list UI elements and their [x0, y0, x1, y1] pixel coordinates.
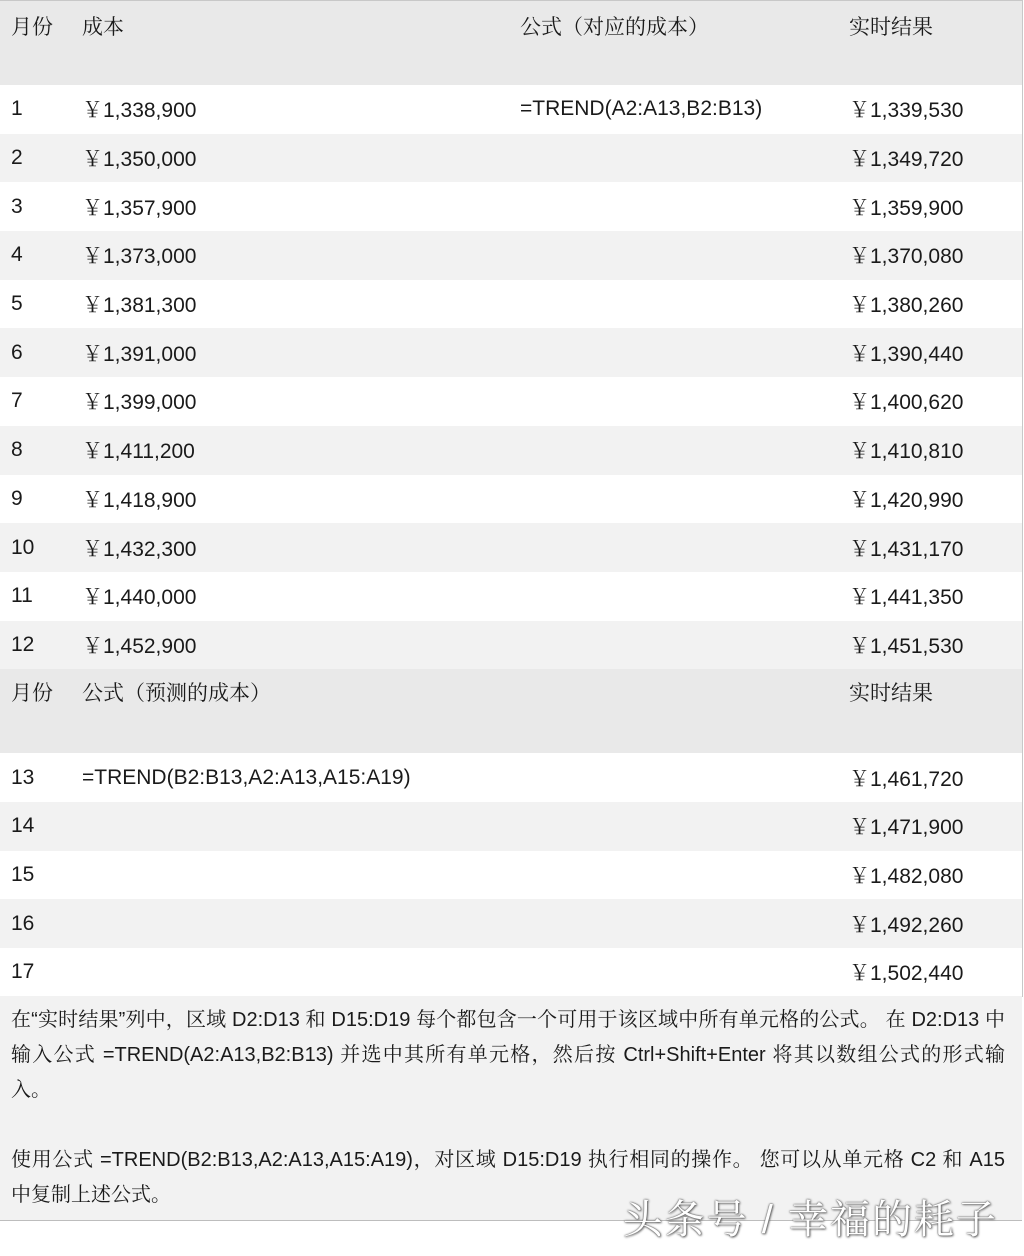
cell-formula — [71, 851, 838, 900]
cell-result: ￥1,471,900 — [849, 816, 964, 840]
cell-month: 8 — [11, 438, 23, 462]
cell-result: ￥1,390,440 — [849, 342, 964, 366]
cell-formula — [509, 280, 838, 329]
header-month: 月份 — [11, 16, 53, 39]
table-row — [0, 280, 1022, 329]
cell-cost: ￥1,432,300 — [82, 537, 197, 561]
cell-result: ￥1,502,440 — [849, 962, 964, 986]
header-formula-forecast: 公式（预测的成本） — [82, 682, 271, 706]
note-paragraph-2: 使用公式 =TREND(B2:B13,A2:A13,A15:A19)，对区域 D15:D19 执行相同的操作。 您可以从单元格 C2 和 A15 中复制上述公式。 — [11, 1149, 1005, 1206]
trend-table — [0, 1, 1022, 997]
table-row — [0, 231, 1022, 280]
header-row-actual — [0, 1, 1022, 85]
cell-result: ￥1,431,170 — [849, 537, 964, 561]
cell-cost: ￥1,452,900 — [82, 634, 197, 658]
table-row — [0, 182, 1022, 231]
cell-formula: =TREND(B2:B13,A2:A13,A15:A19) — [82, 765, 411, 789]
cell-month: 9 — [11, 486, 23, 510]
cell-result: ￥1,359,900 — [849, 196, 964, 220]
table-row — [0, 134, 1022, 183]
cell-result: ￥1,482,080 — [849, 864, 964, 888]
cell-cost: ￥1,440,000 — [82, 586, 197, 610]
cell-formula — [71, 899, 838, 948]
cell-month: 15 — [11, 862, 35, 886]
cell-formula — [509, 426, 838, 475]
cell-formula — [509, 377, 838, 426]
table-row — [0, 802, 1022, 851]
cell-month: 10 — [11, 535, 35, 559]
cell-result: ￥1,410,810 — [849, 440, 964, 464]
cell-cost: ￥1,373,000 — [82, 245, 197, 269]
table-row — [0, 948, 1022, 997]
cell-result: ￥1,349,720 — [849, 148, 964, 172]
cell-month: 4 — [11, 243, 23, 267]
watermark: 头条号 / 幸福的耗子 — [622, 1198, 998, 1242]
cell-result: ￥1,380,260 — [849, 294, 964, 318]
cell-result: ￥1,400,620 — [849, 391, 964, 415]
cell-month: 14 — [11, 814, 35, 838]
header-month: 月份 — [11, 682, 53, 706]
cell-cost: ￥1,338,900 — [82, 99, 197, 123]
cell-formula — [509, 621, 838, 670]
table-row — [0, 753, 1022, 802]
header-result: 实时结果 — [849, 16, 933, 39]
cell-cost: ￥1,381,300 — [82, 294, 197, 318]
header-formula-actual: 公式（对应的成本） — [520, 16, 709, 39]
cell-cost: ￥1,411,200 — [82, 440, 195, 464]
cell-month: 12 — [11, 632, 35, 656]
cell-cost: ￥1,391,000 — [82, 342, 197, 366]
header-row-forecast — [0, 669, 1022, 753]
cell-month: 16 — [11, 911, 35, 935]
table-row — [0, 85, 1022, 134]
table-row — [0, 328, 1022, 377]
table-body — [0, 1, 1022, 997]
cell-formula — [509, 134, 838, 183]
cell-formula: =TREND(A2:A13,B2:B13) — [520, 97, 763, 121]
cell-cost: ￥1,418,900 — [82, 488, 197, 512]
table-row — [0, 426, 1022, 475]
cell-month: 17 — [11, 960, 35, 984]
cell-result: ￥1,461,720 — [849, 767, 964, 791]
cell-month: 2 — [11, 146, 23, 170]
table-row — [0, 475, 1022, 524]
header-cost: 成本 — [82, 16, 124, 39]
table-row — [0, 899, 1022, 948]
note-paragraph-1: 在“实时结果”列中，区域 D2:D13 和 D15:D19 每个都包含一个可用于该区域中所有单元格的公式。 在 D2:D13 中输入公式 =TREND(A2:A13,B2:B13) 并选中其所有单元格，然后按 Ctrl+Shift+Enter 将其以数组公式的形式输入。 — [11, 1009, 1005, 1101]
table-row — [0, 523, 1022, 572]
cell-formula — [509, 475, 838, 524]
cell-result: ￥1,339,530 — [849, 99, 964, 123]
cell-month: 7 — [11, 389, 23, 413]
cell-month: 1 — [11, 97, 23, 121]
table-row — [0, 572, 1022, 621]
cell-formula — [509, 231, 838, 280]
cell-formula — [509, 572, 838, 621]
table-row — [0, 621, 1022, 670]
cell-cost: ￥1,399,000 — [82, 391, 197, 415]
cell-result: ￥1,492,260 — [849, 913, 964, 937]
cell-result: ￥1,420,990 — [849, 488, 964, 512]
table-row — [0, 851, 1022, 900]
cell-cost: ￥1,350,000 — [82, 148, 197, 172]
cell-result: ￥1,441,350 — [849, 586, 964, 610]
cell-month: 11 — [11, 584, 33, 608]
cell-formula — [71, 802, 838, 851]
cell-result: ￥1,451,530 — [849, 634, 964, 658]
header-result: 实时结果 — [849, 682, 933, 706]
cell-cost: ￥1,357,900 — [82, 196, 197, 220]
cell-month: 13 — [11, 765, 35, 789]
cell-month: 5 — [11, 292, 23, 316]
cell-formula — [509, 182, 838, 231]
cell-month: 6 — [11, 340, 23, 364]
cell-formula — [71, 948, 838, 997]
cell-result: ￥1,370,080 — [849, 245, 964, 269]
table-row — [0, 377, 1022, 426]
cell-formula — [509, 328, 838, 377]
cell-month: 3 — [11, 194, 23, 218]
cell-formula — [509, 523, 838, 572]
